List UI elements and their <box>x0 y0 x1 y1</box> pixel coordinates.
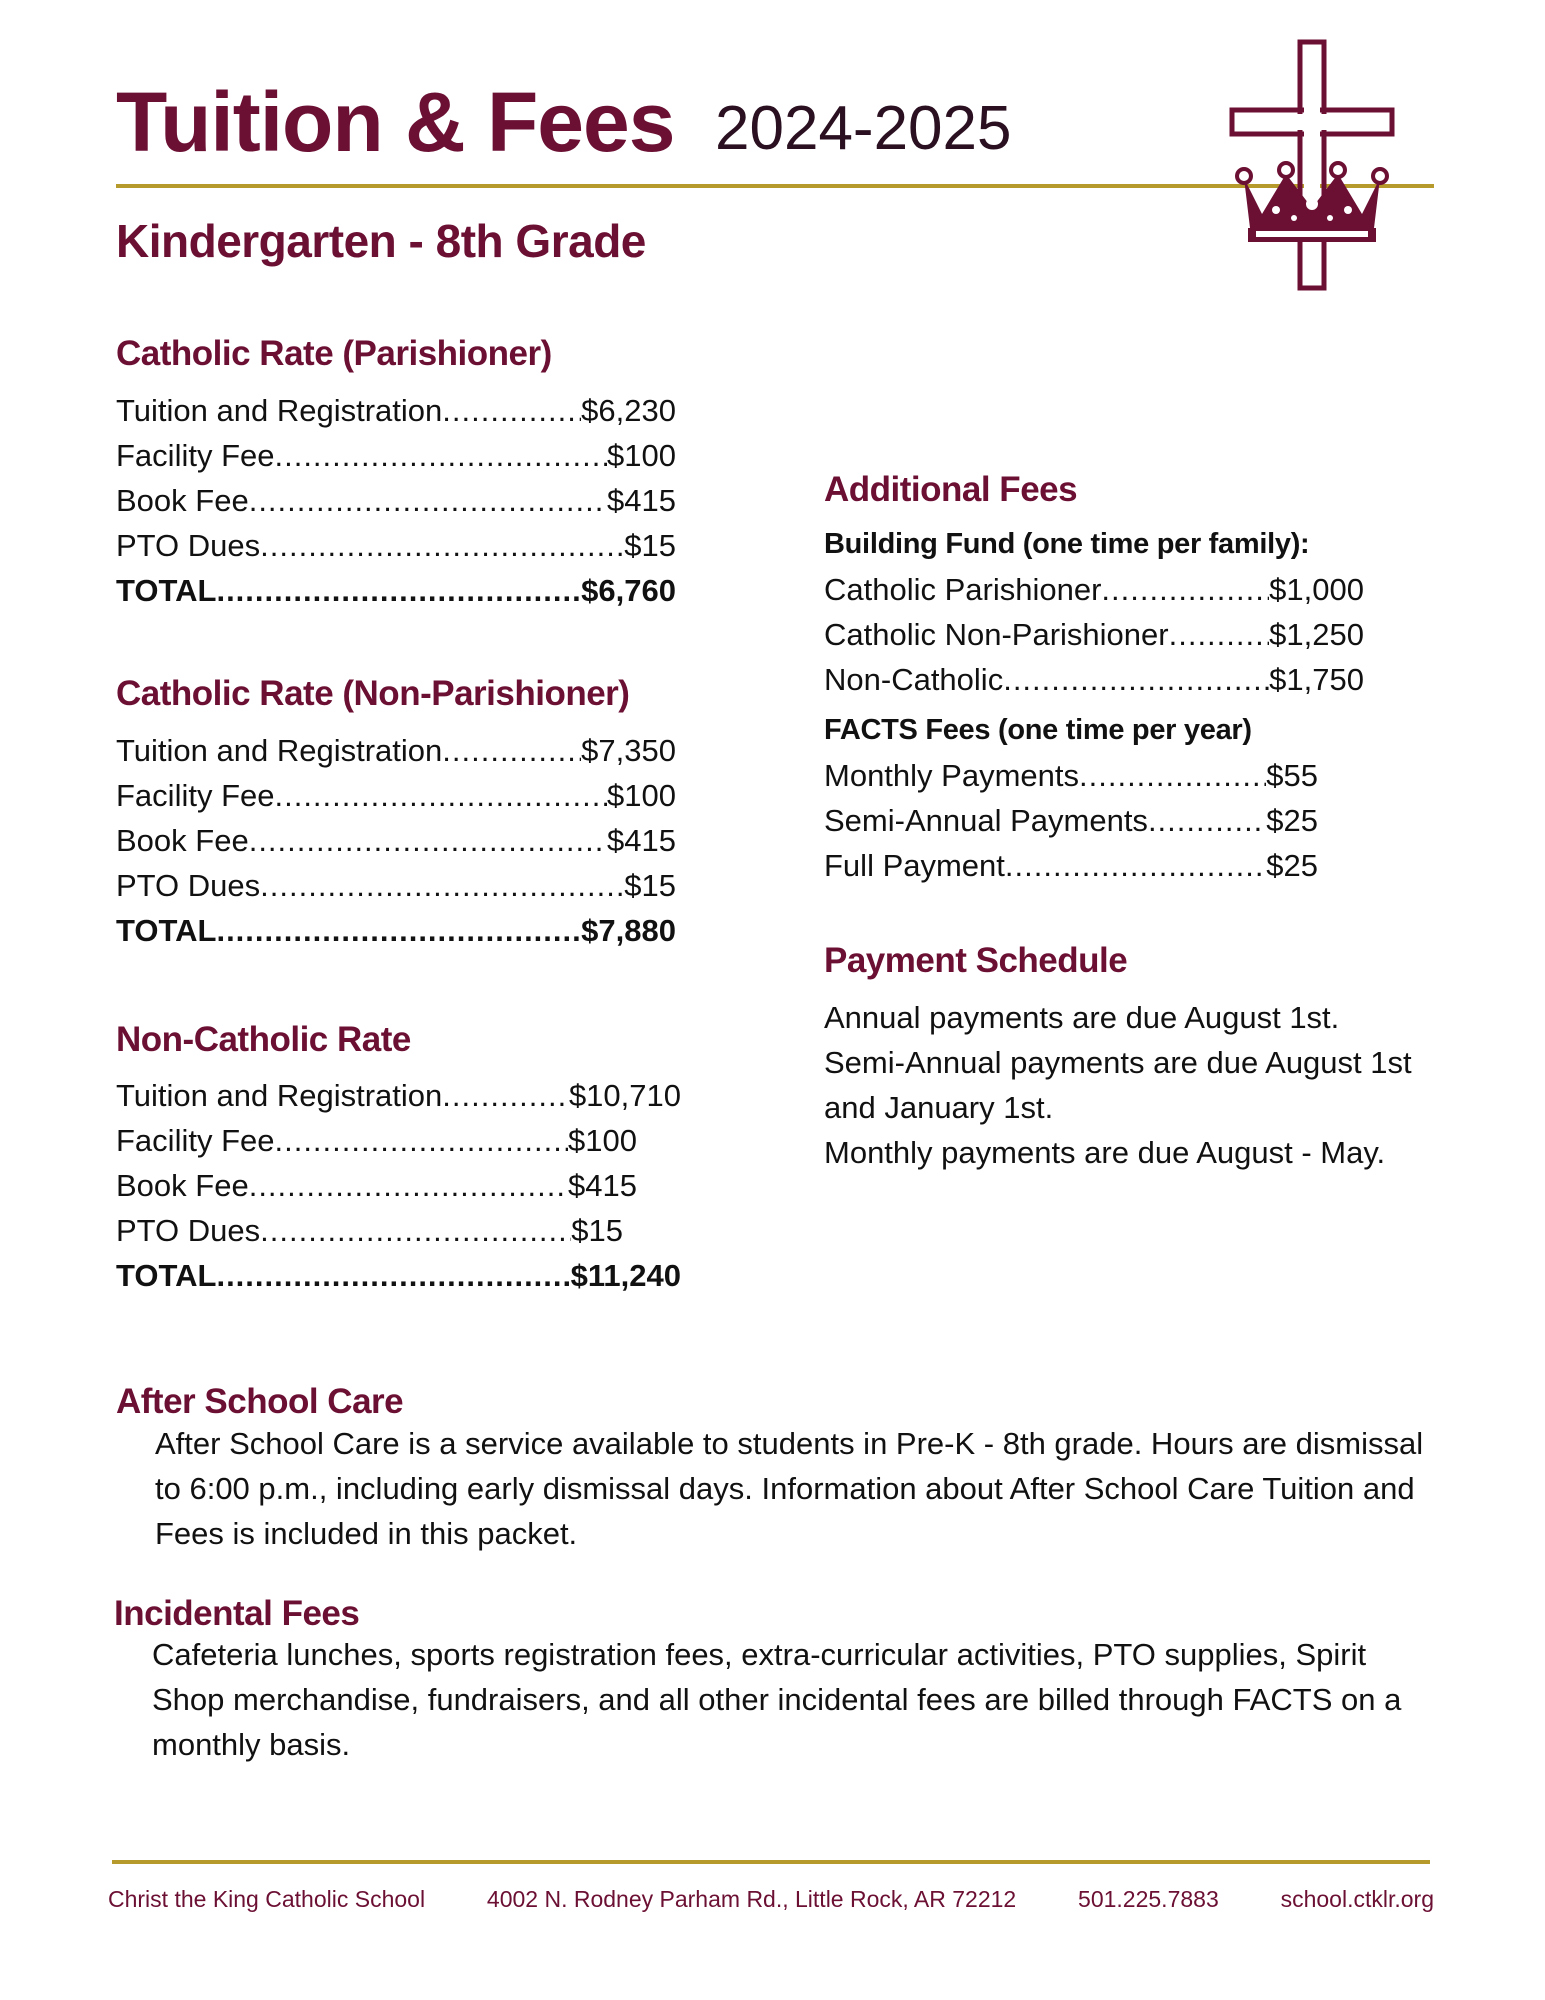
facts-fees-heading: FACTS Fees (one time per year) <box>824 714 1252 746</box>
footer-school-name: Christ the King Catholic School <box>108 1886 426 1912</box>
fee-row: PTO Dues ..... $15 <box>116 523 676 568</box>
fee-row: Tuition and Registration ..... $10,710 <box>116 1073 681 1118</box>
fee-row: Catholic Parishioner ..... $1,000 <box>824 567 1364 612</box>
fee-row: Monthly Payments ..... $55 <box>824 753 1318 798</box>
footer-address: 4002 N. Rodney Parham Rd., Little Rock, AR 72212 <box>486 1886 1017 1912</box>
footer-divider <box>112 1860 1430 1864</box>
fee-row: Facility Fee ..... $100 <box>116 433 676 478</box>
payment-schedule-text <box>824 995 1444 1175</box>
fee-total-row: TOTAL ..... $7,880 <box>116 908 676 953</box>
fee-row: Catholic Non-Parishioner ..... $1,250 <box>824 612 1364 657</box>
after-school-text: After School Care is a service available to students in Pre-K - 8th grade. Hours are dismissal to 6:00 p.m., including early dismissal days. Information about After School Care Tuition and Fees is included in this packet. <box>155 1426 1424 1551</box>
after-school-heading: After School Care <box>116 1382 404 1421</box>
fee-row: Facility Fee ..... $100 <box>116 773 676 818</box>
fee-row: Book Fee ..... $415 <box>116 478 676 523</box>
footer-phone: 501.225.7883 <box>1078 1886 1219 1912</box>
fee-list-parishioner <box>116 388 676 613</box>
grade-range-heading: Kindergarten - 8th Grade <box>116 215 646 267</box>
fee-row: Tuition and Registration ..... $6,230 <box>116 388 676 433</box>
fee-row: PTO Dues ..... $15 <box>116 863 676 908</box>
school-year: 2024-2025 <box>715 94 1012 163</box>
page-title: Tuition & Fees <box>116 75 675 169</box>
payment-schedule-line: Semi-Annual payments are due August 1st and January 1st. <box>824 1045 1412 1125</box>
payment-schedule-line: Annual payments are due August 1st. <box>824 1000 1340 1035</box>
fee-row: Semi-Annual Payments ..... $25 <box>824 798 1318 843</box>
fee-row: Book Fee ..... $415 <box>116 818 676 863</box>
fee-row: Non-Catholic ..... $1,750 <box>824 657 1364 702</box>
cross-crown-icon <box>1226 38 1406 296</box>
fee-row: Facility Fee ..... $100 <box>116 1118 681 1163</box>
fee-row: Full Payment ..... $25 <box>824 843 1318 888</box>
fee-list-non-catholic <box>116 1073 681 1298</box>
payment-schedule-heading: Payment Schedule <box>824 941 1128 980</box>
rate-heading-non-catholic: Non-Catholic Rate <box>116 1020 411 1059</box>
fee-row: PTO Dues ..... $15 <box>116 1208 681 1253</box>
fee-total-row: TOTAL ..... $11,240 <box>116 1253 681 1298</box>
payment-schedule-line: Monthly payments are due August - May. <box>824 1135 1386 1170</box>
fee-row: Book Fee ..... $415 <box>116 1163 681 1208</box>
rate-heading-parishioner: Catholic Rate (Parishioner) <box>116 334 552 373</box>
footer-website-link[interactable]: school.ctklr.org <box>1280 1886 1434 1912</box>
footer <box>108 1886 1434 1913</box>
incidental-fees-text: Cafeteria lunches, sports registration fees, extra-curricular activities, PTO supplies, Spirit Shop merchandise, fundraisers, and all other incidental fees are billed through FACTS on a monthly basis. <box>152 1637 1402 1762</box>
incidental-fees-heading: Incidental Fees <box>114 1594 360 1633</box>
additional-fees-list <box>824 522 1364 888</box>
additional-fees-heading: Additional Fees <box>824 470 1078 509</box>
rate-heading-non-parishioner: Catholic Rate (Non-Parishioner) <box>116 674 630 713</box>
building-fund-heading: Building Fund (one time per family): <box>824 528 1310 560</box>
fee-row: Tuition and Registration ..... $7,350 <box>116 728 676 773</box>
fee-list-non-parishioner <box>116 728 676 953</box>
fee-total-row: TOTAL ..... $6,760 <box>116 568 676 613</box>
